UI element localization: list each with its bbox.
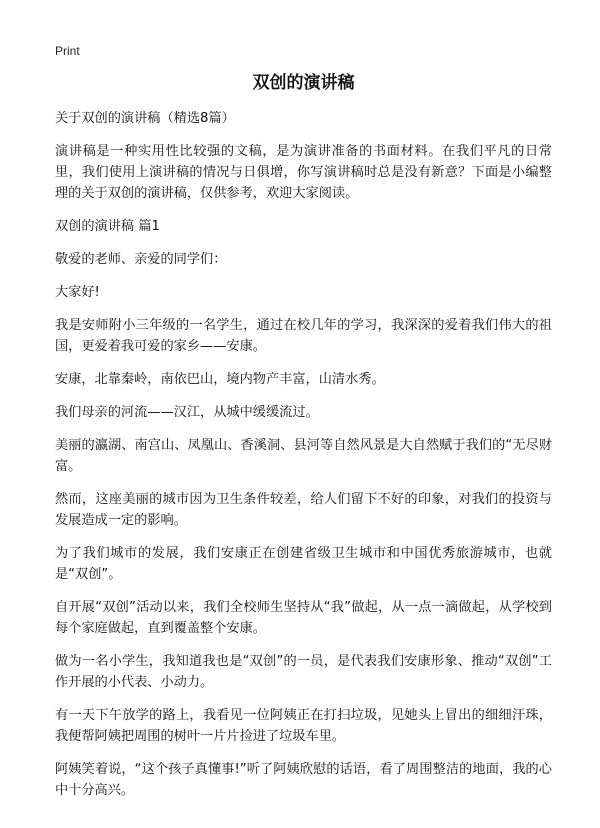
intro-paragraph: 演讲稿是一种实用性比较强的文稿，是为演讲准备的书面材料。在我们平凡的日常里，我们使用上演讲稿的情况与日俱增，你写演讲稿时总是没有新意？下面是小编整理的关于双创的演讲稿，仅供参考，欢迎大家阅读。	[55, 144, 552, 201]
document-title: 双创的演讲稿	[252, 73, 355, 93]
body-paragraph: 我们母亲的河流——汉江，从城中缓缓流过。	[55, 405, 319, 420]
body-paragraph: 美丽的瀛湖、南宫山、凤凰山、香溪洞、县河等自然风景是大自然赋于我们的“无尽财富。	[55, 438, 552, 474]
body-paragraph: 然而，这座美丽的城市因为卫生条件较差，给人们留下不好的印象，对我们的投资与发展造成一定的影响。	[55, 492, 552, 528]
body-paragraph: 为了我们城市的发展，我们安康正在创建省级卫生城市和中国优秀旅游城市，也就是“双创”。	[55, 546, 552, 582]
subtitle-paragraph: 关于双创的演讲稿（精选8篇）	[55, 111, 235, 126]
body-paragraph: 阿姨笑着说，“这个孩子真懂事!”听了阿姨欣慰的话语，看了周围整洁的地面，我的心中十分高兴。	[55, 762, 552, 798]
document-body	[55, 108, 552, 801]
body-paragraph: 大家好!	[55, 285, 100, 300]
body-paragraph: 有一天下午放学的路上，我看见一位阿姨正在打扫垃圾，见她头上冒出的细细汗珠，我便帮阿姨把周围的树叶一片片捡进了垃圾车里。	[55, 708, 552, 744]
body-paragraph: 做为一名小学生，我知道我也是“双创”的一员，是代表我们安康形象、推动“双创”工作开展的小代表、小动力。	[55, 654, 552, 690]
body-paragraph: 安康，北靠秦岭，南依巴山，境内物产丰富，山清水秀。	[55, 372, 385, 387]
body-paragraph: 我是安师附小三年级的一名学生，通过在校几年的学习，我深深的爱着我们伟大的祖国，更爱着我可爱的家乡——安康。	[55, 318, 552, 354]
body-paragraph: 自开展“双创”活动以来，我们全校师生坚持从“我”做起，从一点一滴做起，从学校到每个家庭做起，直到覆盖整个安康。	[55, 600, 552, 636]
body-paragraph: 敬爱的老师、亲爱的同学们：	[55, 252, 227, 267]
section-heading: 双创的演讲稿 篇1	[55, 219, 160, 234]
print-label: Print	[55, 44, 80, 58]
